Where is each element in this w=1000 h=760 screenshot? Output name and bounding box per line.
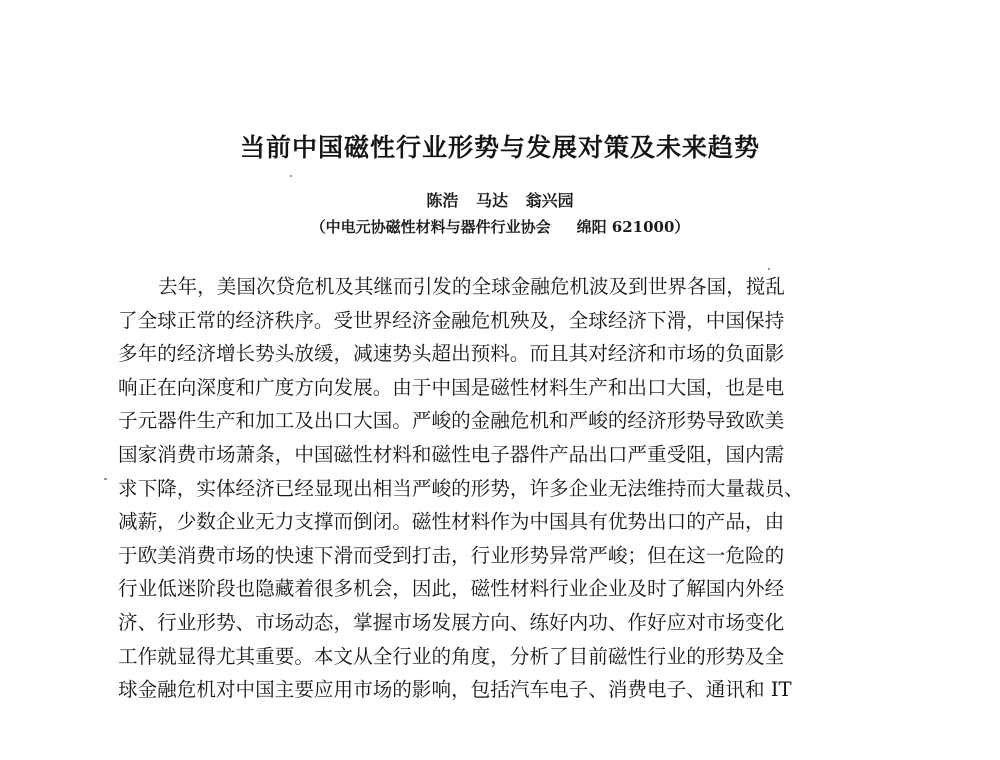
body-line: 响正在向深度和广度方向发展。由于中国是磁性材料生产和出口大国，也是电 (118, 375, 785, 399)
affiliation-org: （中电元协磁性材料与器件行业协会 (310, 218, 551, 236)
body-line: 球金融危机对中国主要应用市场的影响，包括汽车电子、消费电子、通讯和 IT (118, 678, 792, 702)
body-line: 了全球正常的经济秩序。受世界经济金融危机殃及，全球经济下滑，中国保持 (118, 308, 785, 332)
paper-title: 当前中国磁性行业形势与发展对策及未来趋势 (239, 133, 760, 162)
paper-authors: 陈浩 马达 翁兴园 (426, 191, 574, 210)
body-line: 多年的经济增长势头放缓，减速势头超出预料。而且其对经济和市场的负面影 (118, 342, 785, 366)
paper-affiliation (0, 216, 1000, 237)
body-line: 减薪，少数企业无力支撑而倒闭。磁性材料作为中国具有优势出口的产品，由 (118, 510, 785, 534)
scan-speck (768, 268, 770, 270)
scan-speck (290, 175, 292, 177)
body-line: 国家消费市场萧条，中国磁性材料和磁性电子器件产品出口严重受阻，国内需 (118, 442, 785, 466)
body-line: 于欧美消费市场的快速下滑而受到打击，行业形势异常严峻；但在这一危险的 (118, 543, 785, 567)
body-line: 子元器件生产和加工及出口大国。严峻的金融危机和严峻的经济形势导致欧美 (118, 409, 785, 433)
body-line: 求下降，实体经济已经显现出相当严峻的形势，许多企业无法维持而大量裁员、 (118, 476, 804, 500)
body-line: 工作就显得尤其重要。本文从全行业的角度，分析了目前磁性行业的形势及全 (118, 644, 785, 668)
affiliation-city: 绵阳 621000） (576, 218, 690, 236)
body-line: 去年，美国次贷危机及其继而引发的全球金融危机波及到世界各国，搅乱 (158, 275, 785, 298)
body-line: 行业低迷阶段也隐藏着很多机会，因此，磁性材料行业企业及时了解国内外经 (118, 577, 785, 601)
body-line: 济、行业形势、市场动态，掌握市场发展方向、练好内功、作好应对市场变化 (118, 610, 785, 634)
body-paragraph (118, 270, 888, 707)
scan-speck (104, 478, 107, 480)
